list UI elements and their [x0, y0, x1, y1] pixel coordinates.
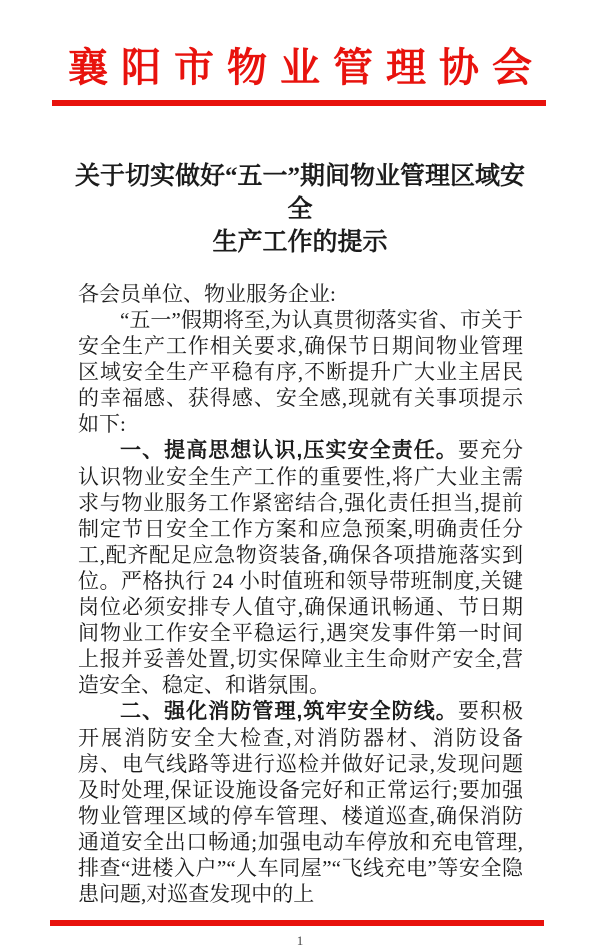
- page-number: 1: [296, 933, 304, 948]
- section-2-heading: 二、强化消防管理,筑牢安全防线。: [120, 700, 458, 723]
- document-title-line2: 生产工作的提示: [212, 229, 388, 256]
- section-2-body-text: 要积极开展消防安全大检查,对消防器材、消防设备房、电气线路等进行巡检并做好记录,发现问题及时处理,保证设施设备完好和正常运行;要加强物业管理区域的停车管理、楼道巡查,确保消防通道安全出口畅通;加强电动车停放和充电管理,排查“进楼入户”“人车同屋”“飞线充电”等安全隐患问题,对巡查发现中的上: [78, 699, 524, 906]
- document-body: [78, 281, 523, 907]
- section-1-body-text: 要充分认识物业安全生产工作的重要性,将广大业主需求与物业服务工作紧密结合,强化责任担当,提前制定节日安全工作方案和应急预案,明确责任分工,配齐配足应急物资装备,确保各项措施落实到位。严格执行 24 小时值班和领导带班制度,关键岗位必须安排专人值守,确保通讯畅通、节日期间物业工作安全平稳运行,遇突发事件第一时间上报并妥善处置,切实保障业主生命财产安全,营造安全、稳定、和谐氛围。: [78, 438, 524, 697]
- section-1-paragraph: [78, 437, 523, 698]
- intro-paragraph: “五一”假期将至,为认真贯彻落实省、市关于安全生产工作相关要求,确保节日期间物业管理区域安全生产平稳有序,不断提升广大业主居民的幸福感、获得感、安全感,现就有关事项提示如下:: [78, 308, 523, 436]
- letterhead-org-name: 襄阳市物业管理协会: [68, 45, 545, 90]
- document-title-line1: 关于切实做好“五一”期间物业管理区域安全: [74, 163, 525, 223]
- section-1-heading: 一、提高思想认识,压实安全责任。: [120, 439, 458, 462]
- salutation-line: 各会员单位、物业服务企业:: [78, 282, 336, 306]
- footer-divider-line: [50, 920, 544, 926]
- document-title: [70, 160, 530, 259]
- section-2-paragraph: [78, 698, 523, 907]
- header-divider-line: [52, 100, 546, 106]
- document-page: [0, 44, 600, 948]
